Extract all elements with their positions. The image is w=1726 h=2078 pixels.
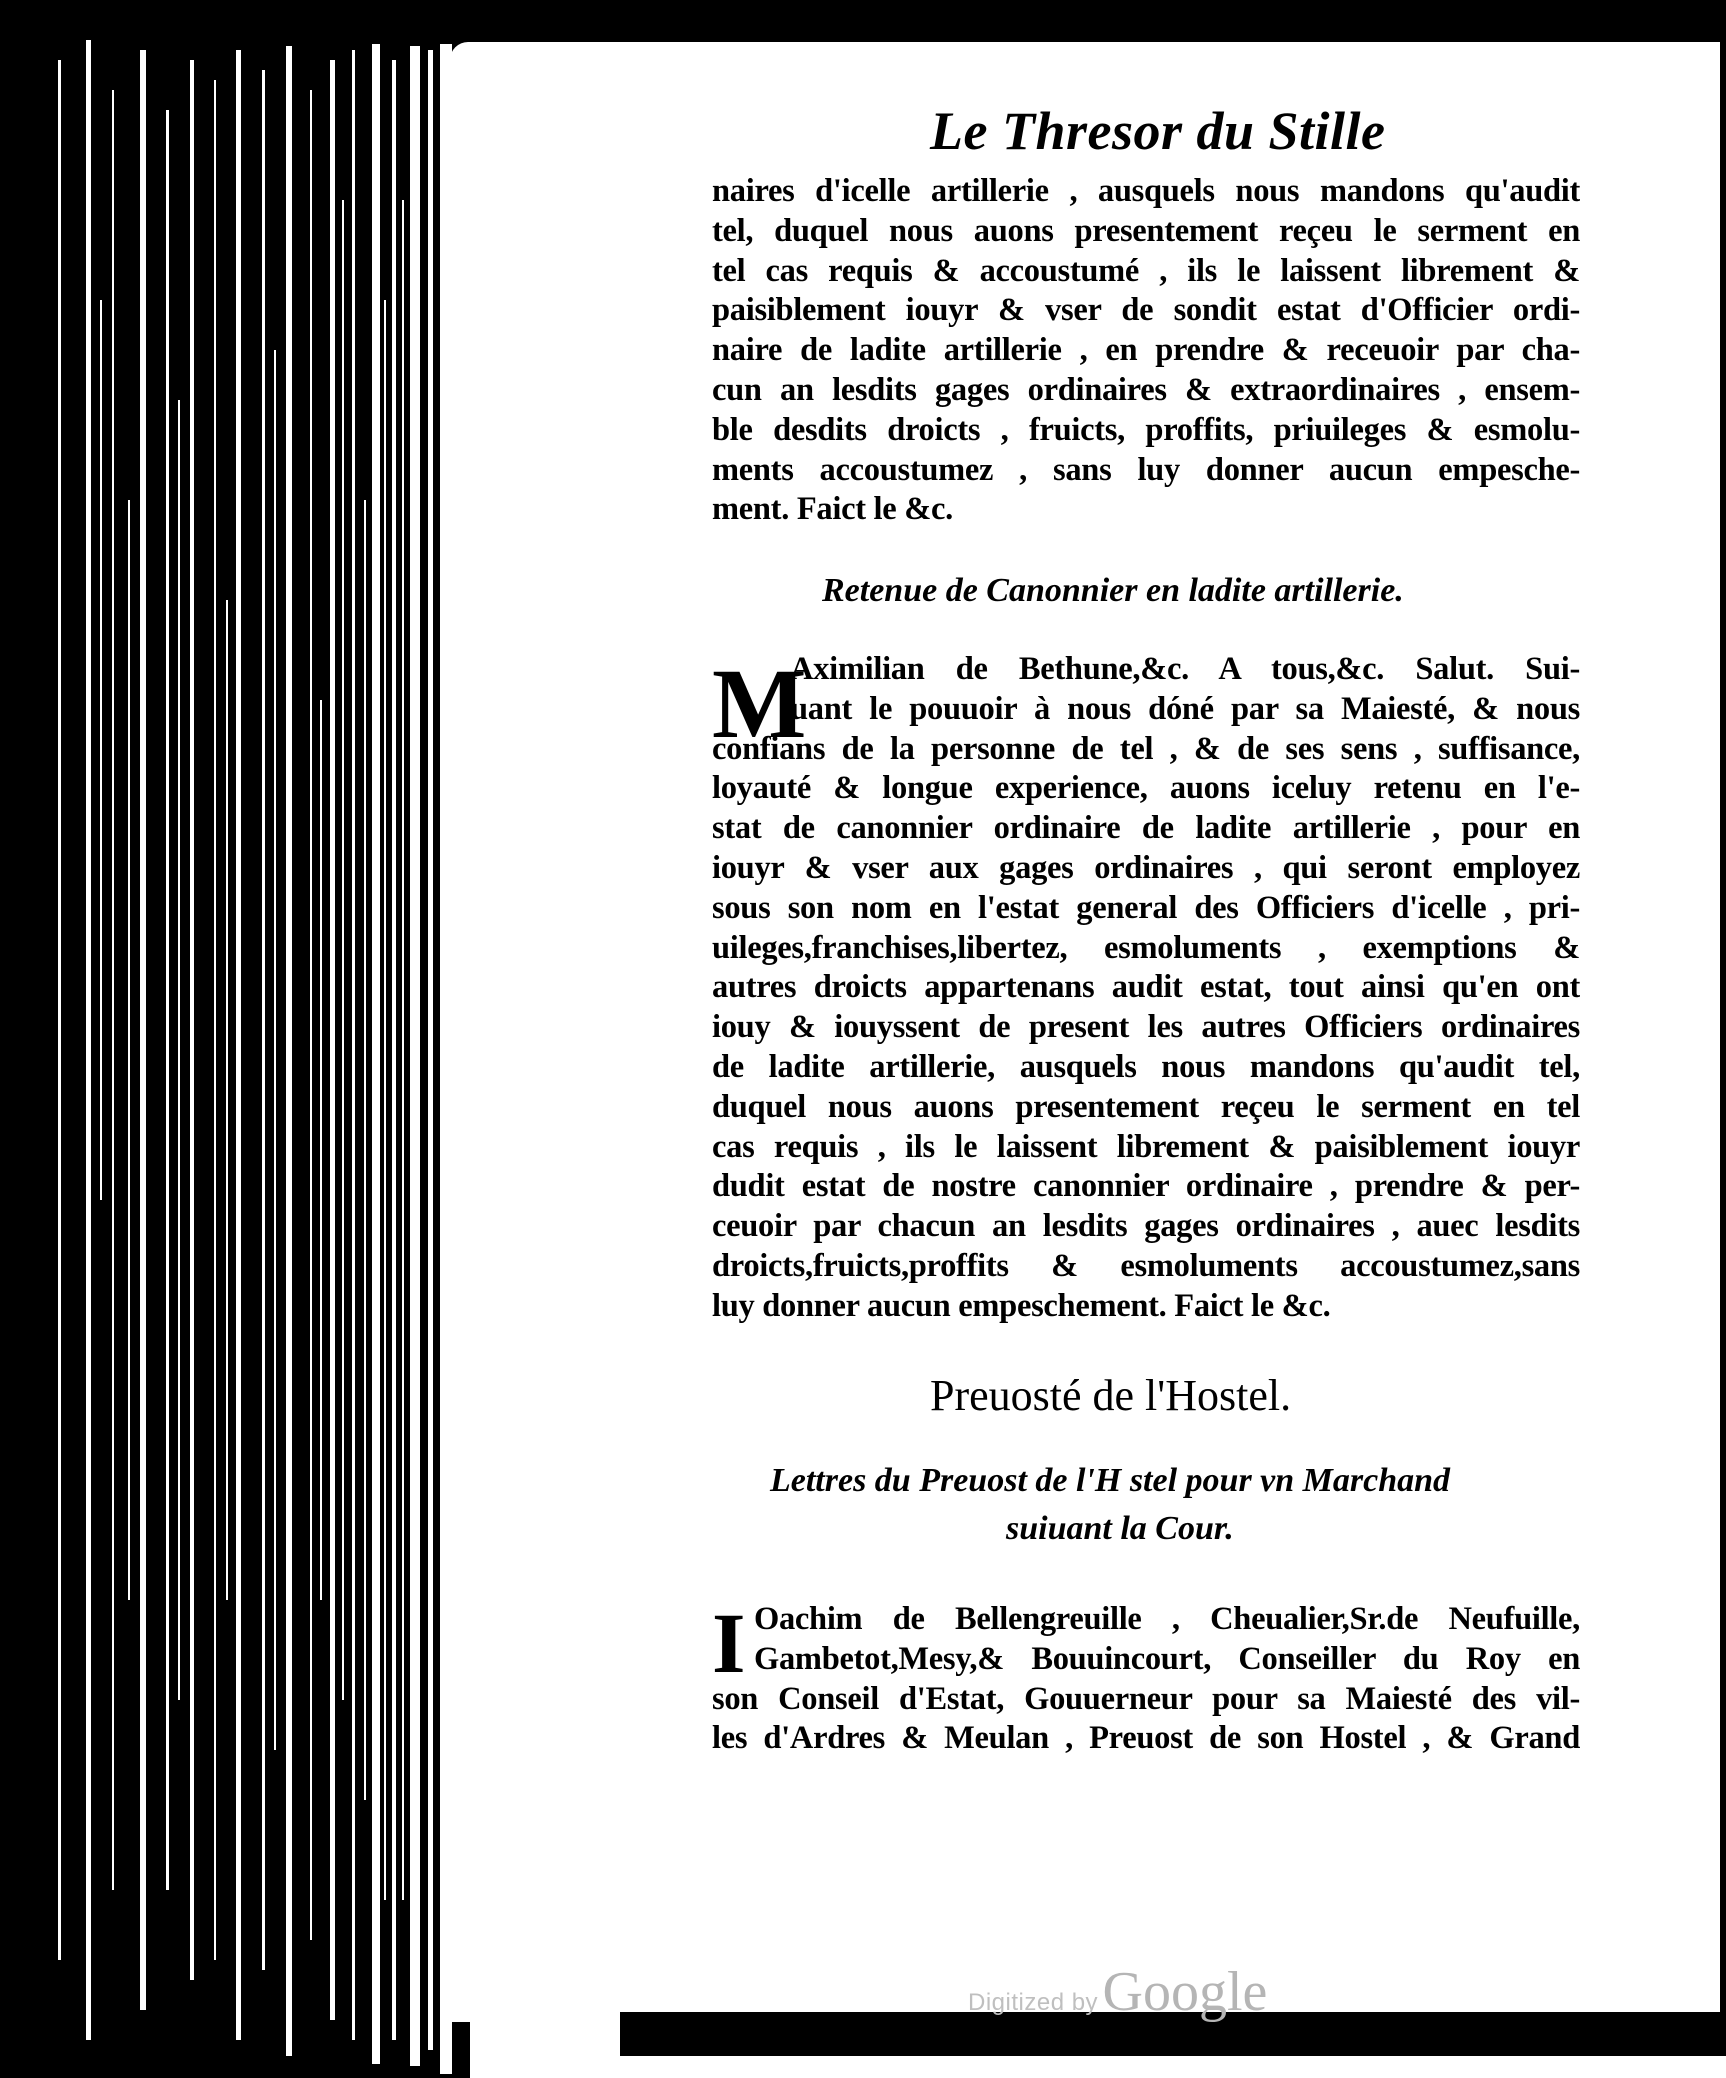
text-line: cas requis , ils le laissent librement & paisiblement iouyr — [712, 1128, 1580, 1165]
text-line: droicts,fruicts,proffits & esmoluments accoustumez,sans — [712, 1247, 1580, 1284]
text-line: ble desdits droicts , fruicts, proffits, priuileges & esmolu- — [712, 411, 1580, 448]
text-line: paisiblement iouyr & vser de sondit estat d'Officier ordi- — [712, 292, 1580, 329]
subhead-lettres-line2: suiuant la Cour. — [1006, 1510, 1234, 1547]
text-line: iouyr & vser aux gages ordinaires , qui seront employez — [712, 849, 1580, 886]
text-line: cun an lesdits gages ordinaires & extraordinaires , ensem- — [712, 371, 1580, 408]
text-line: les d'Ardres & Meulan , Preuost de son Hostel , & Grand — [712, 1720, 1580, 1757]
subhead-lettres-line1: Lettres du Preuost de l'H stel pour vn Marchand — [770, 1462, 1451, 1499]
watermark-google-logo: Google — [1102, 1961, 1268, 2023]
paragraph-2 — [712, 650, 1580, 1327]
text-line: de ladite artillerie, ausquels nous mandons qu'audit tel, — [712, 1048, 1580, 1085]
text-line: dudit estat de nostre canonnier ordinaire , prendre & per- — [712, 1168, 1580, 1205]
text-line: duquel nous auons presentement reçeu le serment en tel — [712, 1088, 1580, 1125]
text-line: Gambetot,Mesy,& Bouuincourt, Conseiller du Roy en — [754, 1640, 1580, 1677]
watermark-digitized-by: Digitized by — [968, 1989, 1099, 2016]
drop-cap-i: I — [712, 1595, 746, 1691]
text-line: uant le pouuoir à nous dóné par sa Maiesté, & nous — [790, 690, 1580, 727]
text-line: naire de ladite artillerie , en prendre & receuoir par cha- — [712, 332, 1580, 369]
text-line: Oachim de Bellengreuille , Cheualier,Sr.de Neufuille, — [754, 1601, 1580, 1637]
text-line: naires d'icelle artillerie , ausquels nous mandons qu'audit — [712, 173, 1580, 209]
text-line: confians de la personne de tel , & de ses sens , suffisance, — [712, 730, 1580, 767]
text-line: autres droicts appartenans audit estat, tout ainsi qu'en ont — [712, 969, 1580, 1006]
scan-right-border — [1720, 40, 1726, 2030]
text-line: loyauté & longue experience, auons iceluy retenu en l'e- — [712, 770, 1580, 807]
page-edges-illustration — [0, 0, 470, 2078]
text-line: Aximilian de Bethune,&c. A tous,&c. Salut. Sui- — [790, 651, 1580, 687]
text-line: uileges,franchises,libertez, esmoluments , exemptions & — [712, 929, 1580, 966]
book-page-edges — [0, 0, 470, 2078]
text-line: tel cas requis & accoustumé , ils le laissent librement & — [712, 252, 1580, 289]
drop-cap-m: M — [712, 648, 807, 759]
paragraph-1 — [712, 172, 1580, 530]
text-line: sous son nom en l'estat general des Officiers d'icelle , pri- — [712, 889, 1580, 926]
paragraph-3 — [712, 1595, 1580, 1759]
text-line: stat de canonnier ordinaire de ladite artillerie , pour en — [712, 810, 1580, 847]
google-watermark — [968, 1960, 1267, 2024]
text-line: luy donner aucun empeschement. Faict le &c. — [712, 1287, 1331, 1324]
text-line: ment. Faict le &c. — [712, 491, 953, 528]
text-line: tel, duquel nous auons presentement reçeu le serment en — [712, 212, 1580, 249]
text-line: son Conseil d'Estat, Gouuerneur pour sa Maiesté des vil- — [712, 1680, 1580, 1717]
running-head: Le Thresor du Stille — [930, 101, 1386, 161]
text-line: ments accoustumez , sans luy donner aucun empesche- — [712, 451, 1580, 488]
text-line: ceuoir par chacun an lesdits gages ordinaires , auec lesdits — [712, 1208, 1580, 1245]
text-line: iouy & iouyssent de present les autres Officiers ordinaires — [712, 1009, 1580, 1046]
section-title: Preuosté de l'Hostel. — [930, 1371, 1292, 1420]
subhead-retenue: Retenue de Canonnier en ladite artillerie. — [822, 572, 1404, 609]
